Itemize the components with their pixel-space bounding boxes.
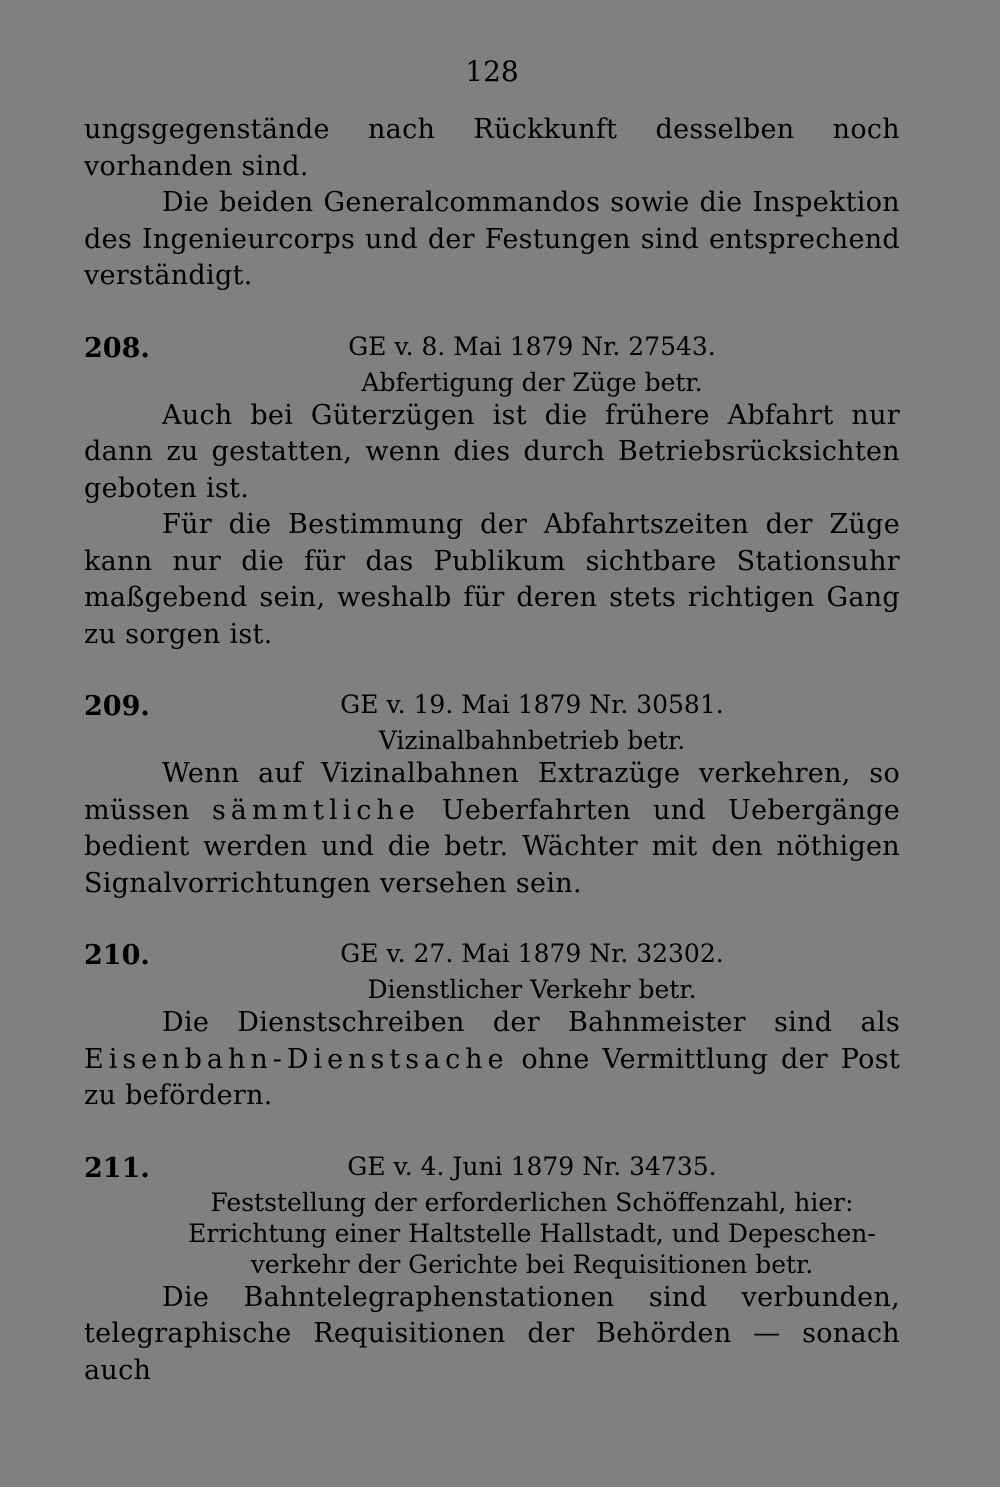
paragraph-text: Ueberfahrten und Uebergänge bedient werden und die betr. Wächter mit den nöthigen Signalvorrichtungen versehen sein. <box>84 794 900 899</box>
emphasized-text: sämmtliche <box>211 794 420 826</box>
entry-210 <box>84 938 900 1115</box>
paragraph-text: Die Dienstschreiben der Bahnmeister sind als <box>162 1007 900 1038</box>
page-number: 128 <box>465 55 519 88</box>
entry-paragraph: Auch bei Güterzügen ist die frühere Abfahrt nur dann zu gestatten, wenn dies durch Betriebsrücksichten geboten ist. <box>84 399 900 504</box>
entry-header <box>84 689 900 725</box>
entry-211 <box>84 1151 900 1390</box>
entry-header <box>84 1151 900 1187</box>
entry-reference: GE v. 8. Mai 1879 Nr. 27543. <box>348 331 716 361</box>
entry-number: 209. <box>84 691 150 722</box>
entry-subject: Dienstlicher Verkehr betr. <box>367 975 697 1004</box>
entry-paragraph: Für die Bestimmung der Abfahrtszeiten der Züge kann nur die für das Publikum sichtbare Stationsuhr maßgebend sein, weshalb für deren stets richtigen Gang zu sorgen ist. <box>84 509 900 650</box>
intro-paragraph-2: Die beiden Generalcommandos sowie die Inspektion des Ingenieurcorps und der Festungen sind entsprechend verständigt. <box>84 187 900 291</box>
entry-209 <box>84 689 900 902</box>
entry-subject: Vizinalbahnbetrieb betr. <box>378 726 686 755</box>
entry-header <box>84 331 900 367</box>
paragraph-text: Wenn auf Vizinalbahnen Extrazüge verkehren, so müssen <box>84 758 900 826</box>
entry-subject: Abfertigung der Züge betr. <box>361 367 703 397</box>
entry-subject-line: Feststellung der erforderlichen Schöffenzahl, hier: <box>210 1187 854 1217</box>
entry-number: 210. <box>84 940 150 971</box>
entry-paragraph <box>84 1005 900 1115</box>
entry-paragraph <box>84 756 900 902</box>
paragraph-text: ohne Vermittlung der Post zu befördern. <box>84 1043 900 1111</box>
entry-reference: GE v. 4. Juni 1879 Nr. 34735. <box>347 1151 717 1181</box>
entry-subject-line: verkehr der Gerichte bei Requisitionen betr. <box>250 1249 814 1279</box>
entry-208 <box>84 331 900 654</box>
entry-subject-line: Errichtung einer Haltstelle Hallstadt, und Depeschen- <box>188 1218 876 1248</box>
entry-reference: GE v. 19. Mai 1879 Nr. 30581. <box>340 690 724 719</box>
document-page <box>84 52 900 1389</box>
entry-paragraph: Die Bahntelegraphenstationen sind verbunden, telegraphische Requisitionen der Behörden — sonach auch <box>84 1281 900 1386</box>
entry-number: 208. <box>84 332 150 364</box>
emphasized-text: Eisenbahn-Dienstsache <box>84 1043 509 1075</box>
entry-number: 211. <box>84 1152 150 1184</box>
intro-paragraph-1: ungsgegenstände nach Rückkunft desselben noch vorhanden sind. <box>84 114 900 182</box>
entry-header <box>84 938 900 974</box>
entry-reference: GE v. 27. Mai 1879 Nr. 32302. <box>340 939 724 968</box>
